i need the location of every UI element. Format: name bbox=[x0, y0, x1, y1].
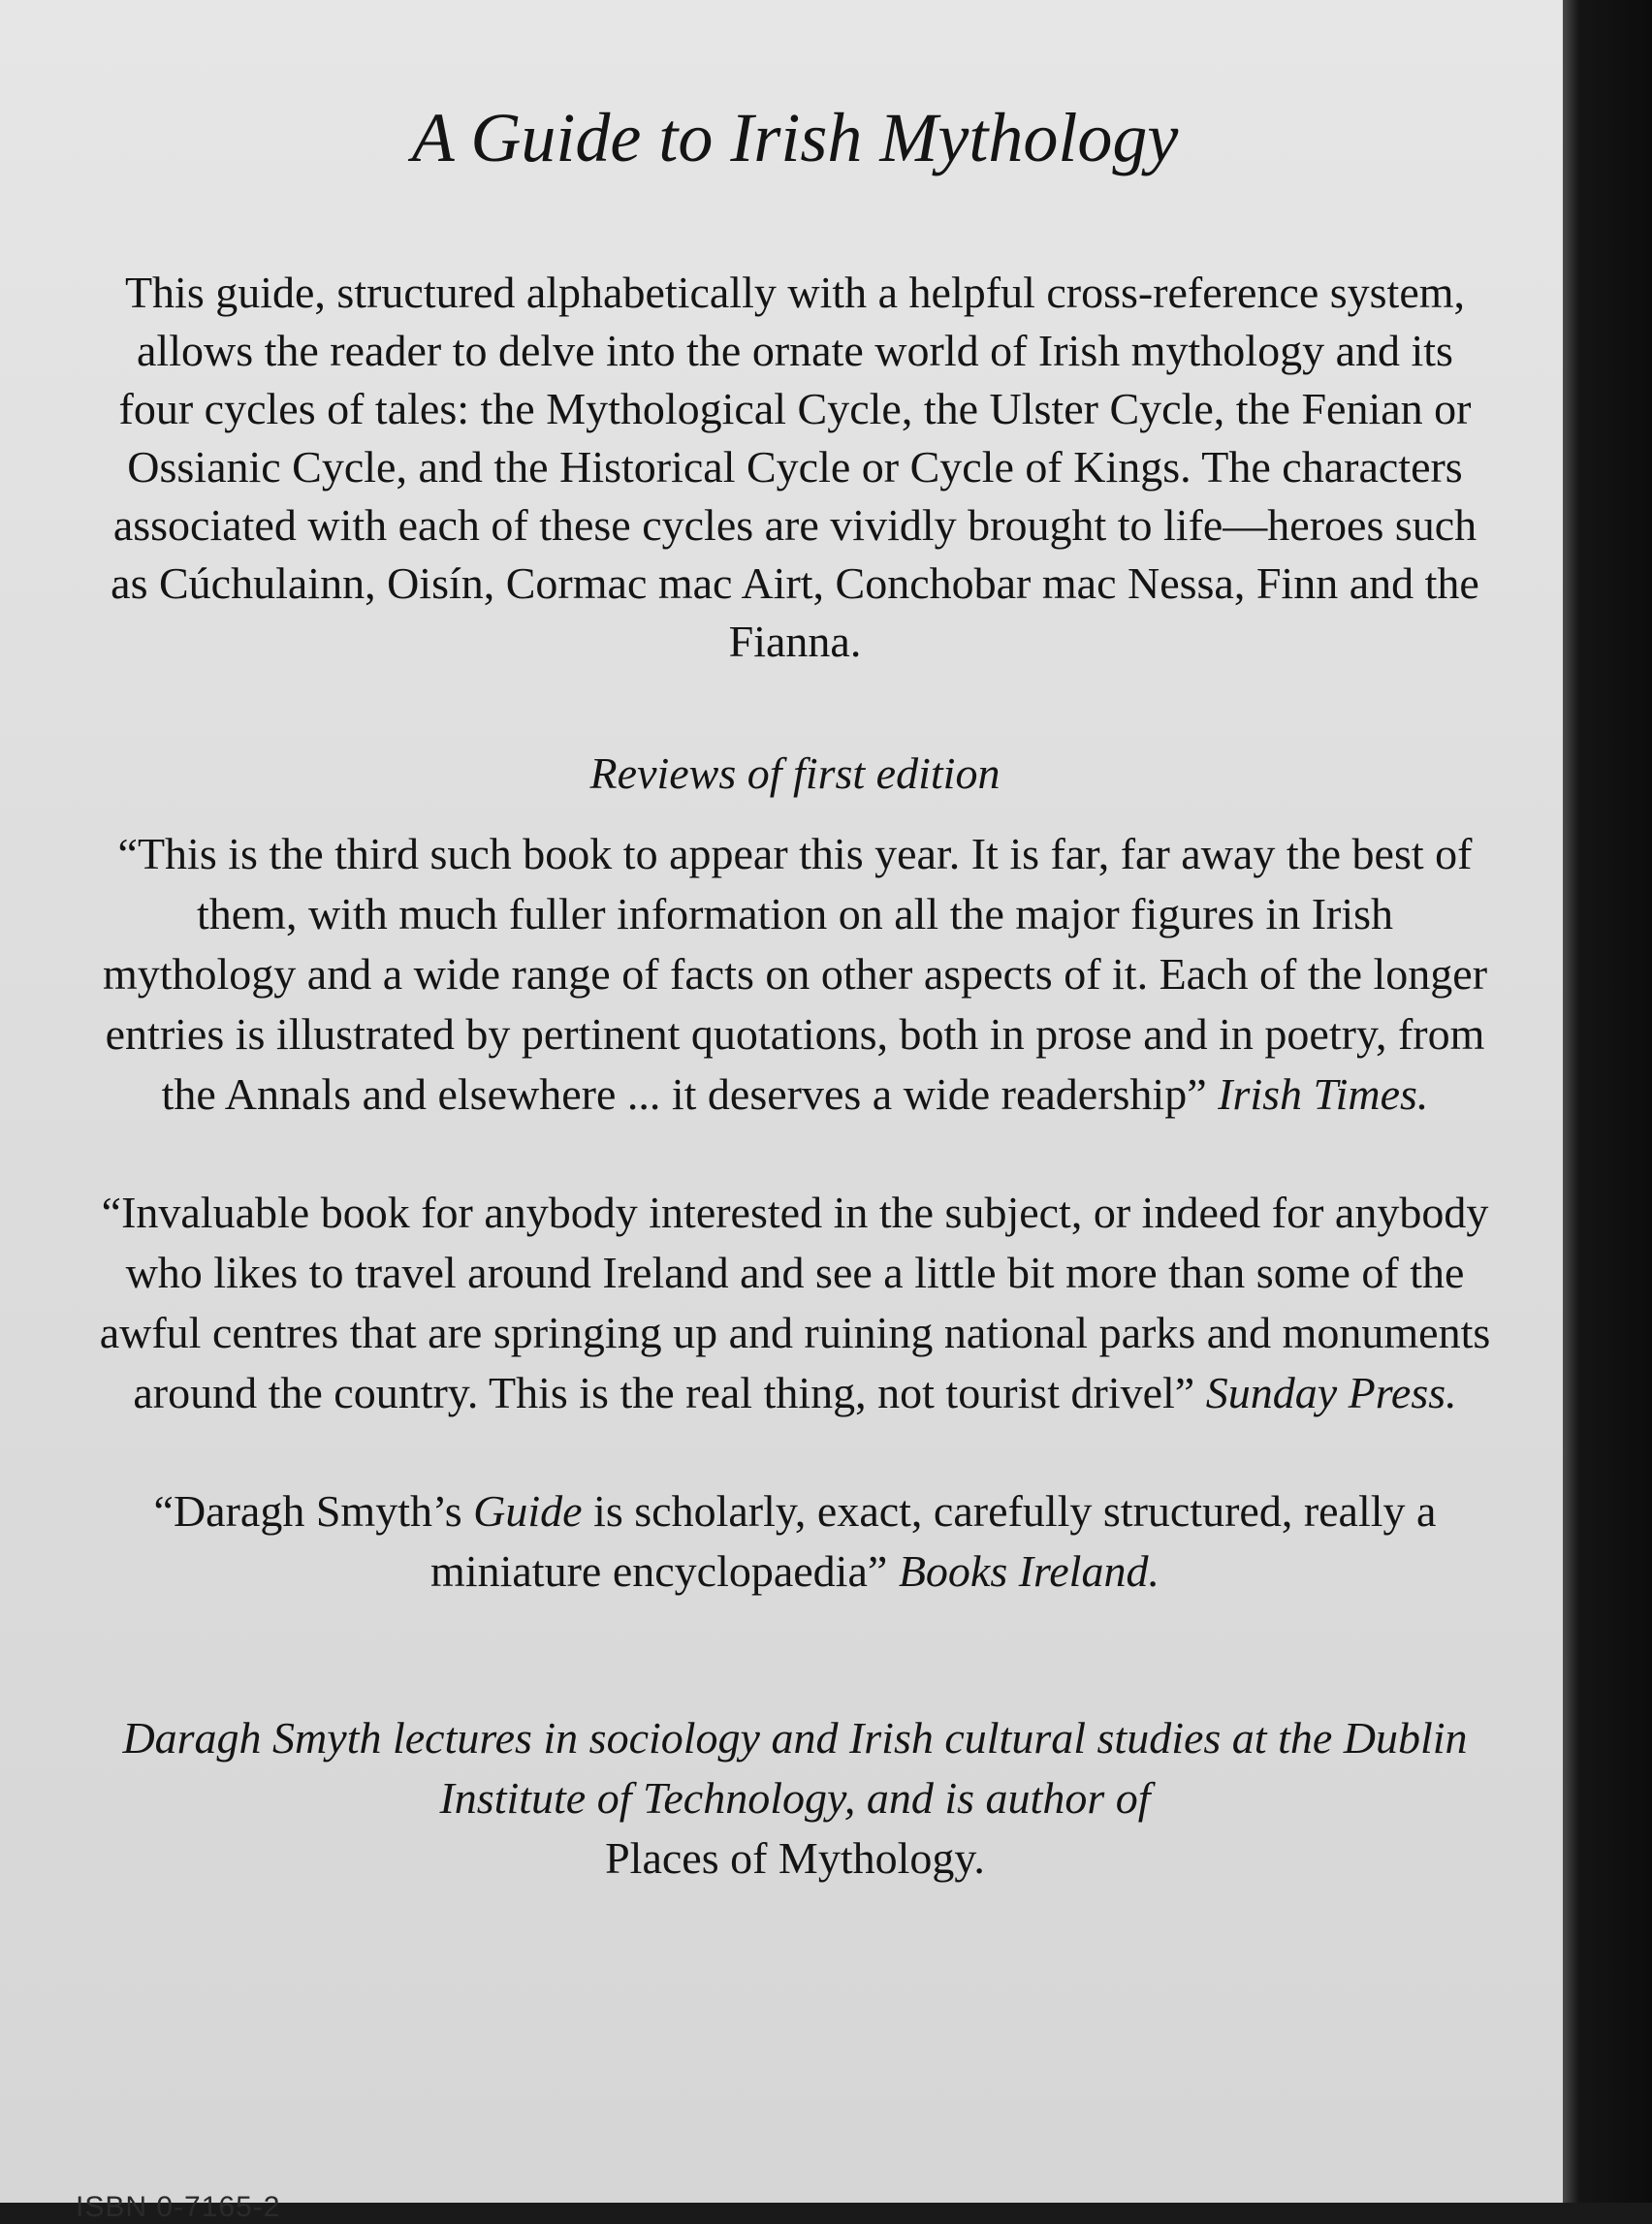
book-spine-edge bbox=[1563, 0, 1652, 2203]
isbn-fragment: ISBN 0-7165-2 bbox=[76, 2191, 281, 2223]
review-sunday-press bbox=[97, 1183, 1493, 1423]
review-source: Sunday Press. bbox=[1205, 1368, 1457, 1417]
author-other-book: Places of Mythology. bbox=[605, 1833, 985, 1883]
author-bio bbox=[97, 1708, 1493, 1889]
review-source: Books Ireland. bbox=[898, 1546, 1160, 1596]
review-quote: “Invaluable book for anybody interested in the subject, or indeed for anybody who likes to travel around Ireland and see a little bit more than some of the awful centres that are springing up and ruining national parks and monuments around the country. This is the real thing, not tourist drivel” bbox=[99, 1188, 1491, 1417]
review-quote: “This is the third such book to appear this year. It is far, far away the best of them, with much fuller information on all the major figures in Irish mythology and a wide range of facts on other aspects of it. Each of the longer entries is illustrated by pertinent quotations, both in prose and in poetry, from the Annals and elsewhere ... it deserves a wide readership” bbox=[102, 829, 1488, 1119]
review-source: Irish Times. bbox=[1218, 1069, 1429, 1119]
book-title: A Guide to Irish Mythology bbox=[411, 99, 1179, 176]
review-books-ireland bbox=[97, 1481, 1493, 1602]
review-quote-emphasis: Guide bbox=[473, 1486, 583, 1536]
review-irish-times bbox=[97, 824, 1493, 1125]
review-quote-start: “Daragh Smyth’s bbox=[153, 1486, 474, 1536]
reviews-heading: Reviews of first edition bbox=[589, 748, 1001, 798]
back-cover-content bbox=[97, 97, 1493, 1889]
review-quote-end: is scholarly, exact, carefully structured, really a miniature encyclopaedia” bbox=[430, 1486, 1437, 1596]
author-bio-text: Daragh Smyth lectures in sociology and Irish cultural studies at the Dublin Institute of Technology, and is author of bbox=[122, 1713, 1468, 1823]
book-description: This guide, structured alphabetically with a helpful cross-reference system, allows the reader to delve into the ornate world of Irish mythology and its four cycles of tales: the Mythological Cycle, the Ulster Cycle, the Fenian or Ossianic Cycle, and the Historical Cycle or Cycle of Kings. The characters associated with each of these cycles are vividly brought to life—heroes such as Cúchulainn, Oisín, Cormac mac Airt, Conchobar mac Nessa, Finn and the Fianna. bbox=[111, 268, 1479, 666]
